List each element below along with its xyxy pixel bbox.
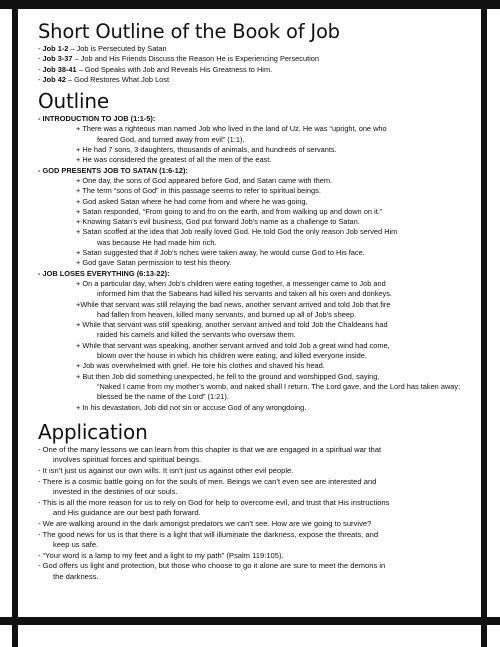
outline-section-heading: - GOD PRESENTS JOB TO SATAN (1:6-12): xyxy=(38,165,188,175)
section-heading-text: INTRODUCTION TO JOB (1:1-5): xyxy=(42,114,156,124)
application-item xyxy=(38,498,466,519)
summary-line: - Job 3-37 – Job and His Friends Discuss the Reason He is Experiencing Persecution xyxy=(38,54,319,64)
outline-item xyxy=(38,279,466,300)
summary-text: – Job is Persecuted by Satan xyxy=(68,44,167,53)
application-item xyxy=(38,561,466,582)
outline-item xyxy=(38,227,466,248)
outline-item-continuation: raided his camels and killed the servants who oversaw them. xyxy=(97,330,296,340)
summary-ref: Job 1-2 xyxy=(42,44,69,53)
outline-item xyxy=(38,372,466,403)
outline-item xyxy=(38,145,466,155)
outline-item xyxy=(38,248,466,258)
summary-text: – Job and His Friends Discuss the Reason He is Experiencing Persecution xyxy=(72,54,319,64)
summary-text: – God Restores What Job Lost xyxy=(65,74,170,84)
outline-item-text: + Job was overwhelmed with grief. He tore his clothes and shaved his head. xyxy=(76,361,325,371)
outline-item xyxy=(38,258,466,268)
summary-line: - Job 1-2 – Job is Persecuted by Satan xyxy=(38,44,167,53)
application-item xyxy=(38,477,466,498)
outline-item-text: + While that servant was still speaking, another servant arrived and told Job the Chaldeans had xyxy=(76,320,388,330)
summary-ref: Job 3-37 xyxy=(42,54,73,64)
outline-item-text: + God asked Satan where he had come from and where he was going. xyxy=(76,196,308,206)
outline-item-text: +While that servant was still relaying the bad news, another servant arrived and told Job that fire xyxy=(76,299,391,309)
outline-item-text: + God gave Satan permission to test his theory. xyxy=(76,258,232,268)
application-heading: Application xyxy=(38,419,148,444)
outline-item xyxy=(38,186,466,196)
outline-item-text: + On a particular day, when Job’s children were eating together, a messenger came to Job and xyxy=(76,278,386,288)
outline-item xyxy=(38,176,466,186)
application-item-text: - One of the many lessons we can learn from this chapter is that we are engaged in a spiritual war that xyxy=(38,444,382,454)
outline-item-continuation: blown over the house in which his children were eating, and killed everyone inside. xyxy=(97,351,367,361)
outline-item-continuation: feared God, and turned away from evil” (1:1). xyxy=(97,134,245,144)
application-item-continuation: keep us safe. xyxy=(53,540,99,550)
outline-item-text: + But then Job did something unexpected, he fell to the ground and worshipped God, saying, xyxy=(76,371,380,381)
outline-item-text: + Satan scoffed at the idea that Job really loved God. He told God the only reason Job served Him xyxy=(76,227,398,237)
application-item-continuation: the darkness. xyxy=(53,571,99,581)
outline-item xyxy=(38,403,466,413)
application-item xyxy=(38,519,466,530)
frame-bottom-bar xyxy=(0,617,500,625)
application-item-continuation: involves spiritual forces and spiritual beings. xyxy=(53,455,202,465)
outline-item xyxy=(38,217,466,227)
application-item-text: - It isn’t just us against our own wills. It isn’t just us against other evil people. xyxy=(38,465,294,475)
application-item-text: - The good news for us is that there is a light that will illuminate the darkness, expose the threats, and xyxy=(38,529,379,539)
frame-right-bar xyxy=(481,0,487,647)
outline-item-text: + There was a righteous man named Job who lived in the land of Uz. He was “upright, one who xyxy=(76,124,387,134)
outline-item-text: + Satan suggested that if Job’s riches were taken away, he would curse God to His face. xyxy=(76,248,365,258)
summary-ref: Job 38-41 xyxy=(42,64,77,74)
section-heading-text: JOB LOSES EVERYTHING (6:13-22): xyxy=(42,268,170,278)
summary-text: – God Speaks with Job and Reveals His Greatness to Him. xyxy=(76,64,273,74)
outline-section-heading: - JOB LOSES EVERYTHING (6:13-22): xyxy=(38,268,170,278)
application-item-continuation: invested in the destinies of our souls. xyxy=(53,487,178,497)
outline-item-continuation: was because He had made him rich. xyxy=(97,237,217,247)
outline-item-text: + One day, the sons of God appeared before God, and Satan came with them. xyxy=(76,175,333,185)
document-body xyxy=(38,20,466,583)
application-item-continuation: and His guidance are our best path forward. xyxy=(53,508,201,518)
outline-item-text: + Knowing Satan’s evil business, God put forward Job’s name as a challenge to Satan. xyxy=(76,217,360,227)
application-item-text: - There is a cosmic battle going on for the souls of men. Beings we can’t even see are interested and xyxy=(38,476,377,486)
outline-item xyxy=(38,361,466,371)
outline-item-continuation: “Naked I came from my mother’s womb, and naked shall I return. The Lord gave, and the Lord has taken away; blessed be the name of the Lord” (1:21). xyxy=(97,381,461,402)
application-item-text: - We are walking around in the dark amongst predators we can’t see. How are we going to survive? xyxy=(38,518,372,528)
outline-item xyxy=(38,341,466,362)
application-list xyxy=(38,445,466,583)
outline-list xyxy=(38,114,466,413)
outline-item xyxy=(38,207,466,217)
page-title: Short Outline of the Book of Job xyxy=(38,20,340,43)
outline-item-text: + He had 7 sons, 3 daughters, thousands of animals, and hundreds of servants. xyxy=(76,145,337,155)
outline-item-continuation: informed him that the Sabeans had killed his servants and taken all his oxen and donkeys. xyxy=(97,289,392,299)
frame-left-bar xyxy=(12,0,18,647)
outline-item xyxy=(38,124,466,145)
outline-item xyxy=(38,155,466,165)
outline-item-text: + The term “sons of God” in this passage seems to refer to spiritual beings. xyxy=(76,186,321,196)
application-item xyxy=(38,530,466,551)
application-item-text: - God offers us light and protection, but those who choose to go it alone are sure to meet the demons in xyxy=(38,561,386,571)
application-item-text: - “Your word is a lamp to my feet and a light to my path” (Psalm 119:105). xyxy=(38,550,284,560)
book-summary xyxy=(38,44,466,85)
outline-item-text: + Satan responded, “From going to and fro on the earth, and from walking up and down on it.” xyxy=(76,206,383,216)
application-item xyxy=(38,466,466,477)
outline-section-heading: - INTRODUCTION TO JOB (1:1-5): xyxy=(38,114,156,124)
outline-item-text: + In his devastation, Job did not sin or accuse God of any wrongdoing. xyxy=(76,402,307,412)
application-item-text: - This is all the more reason for us to rely on God for help to overcome evil, and trust that His instructions xyxy=(38,497,390,507)
outline-item-text: + While that servant was speaking, another servant arrived and told Job a great wind had come, xyxy=(76,340,390,350)
section-heading-text: GOD PRESENTS JOB TO SATAN (1:6-12): xyxy=(42,165,188,175)
outline-item xyxy=(38,320,466,341)
outline-item-continuation: had fallen from heaven, killed many servants, and burned up all of Job’s sheep. xyxy=(97,309,357,319)
outline-heading: Outline xyxy=(38,89,109,114)
application-item xyxy=(38,551,466,562)
summary-ref: Job 42 xyxy=(42,74,66,84)
outline-item-text: + He was considered the greatest of all the men of the east. xyxy=(76,155,272,165)
summary-line: - Job 42 – God Restores What Job Lost xyxy=(38,74,170,84)
frame-top-bar xyxy=(0,0,500,9)
summary-line: - Job 38-41 – God Speaks with Job and Reveals His Greatness to Him. xyxy=(38,64,273,74)
outline-item xyxy=(38,300,466,321)
outline-item xyxy=(38,197,466,207)
application-item xyxy=(38,445,466,466)
